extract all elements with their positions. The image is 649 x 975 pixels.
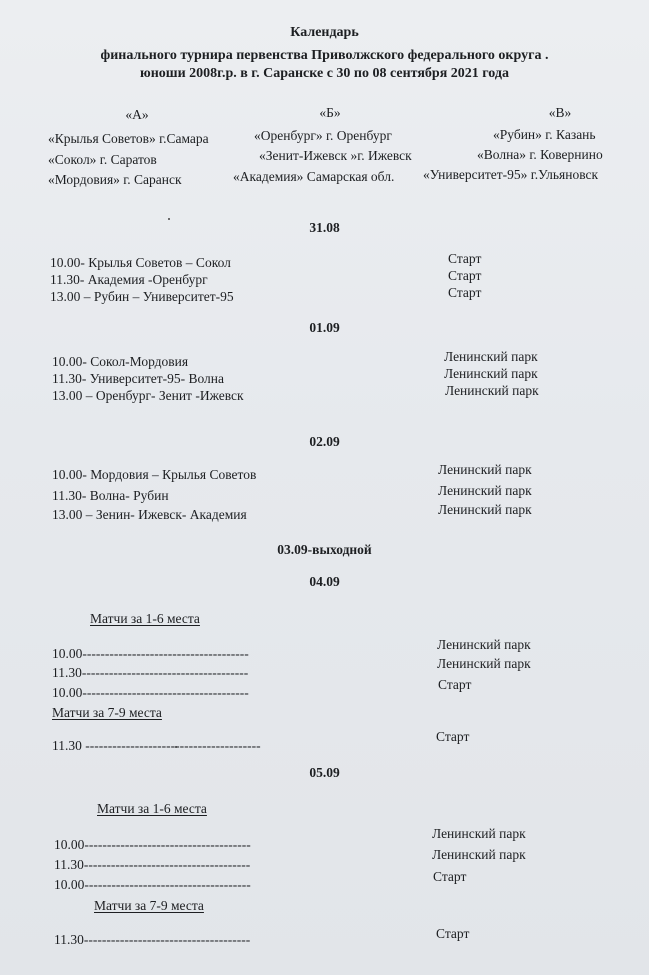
group-c-team-1: «Рубин» г. Казань [493,127,596,142]
match-venue: Старт [448,251,482,266]
match-venue: Ленинский парк [437,637,531,652]
group-a-team-2: «Сокол» г. Саратов [48,152,157,167]
match-line: 11.30------------------------------------- [54,932,251,947]
match-line: 10.00- Сокол-Мордовия [52,354,189,369]
group-a-team-1: «Крылья Советов» г.Самара [48,131,209,146]
match-line: 10.00------------------------------------- [54,837,251,852]
group-c-team-2: «Волна» г. Ковернино [477,147,603,162]
group-b-team-1: «Оренбург» г. Оренбург [254,128,392,143]
day-date: 04.09 [309,574,340,589]
group-c-title: «В» [548,105,572,120]
section-title: Матчи за 1-6 места [90,611,200,626]
match-venue: Старт [448,268,482,283]
match-line: 11.30 --------------------------------------- [52,738,261,753]
match-venue: Ленинский парк [438,462,532,477]
doc-subtitle-dates: юноши 2008г.р. в г. Саранске с 30 по 08 сентября 2021 года [140,66,509,81]
match-venue: Ленинский парк [432,847,526,862]
match-line: 10.00------------------------------------- [54,877,251,892]
section-title: Матчи за 7-9 места [94,898,204,913]
match-line: 11.30------------------------------------- [52,665,249,680]
match-line: 11.30- Академия -Оренбург [50,272,208,287]
day-date: 05.09 [309,765,340,780]
match-venue: Ленинский парк [438,502,532,517]
match-line: 11.30- Волна- Рубин [52,488,169,503]
match-line: 11.30- Университет-95- Волна [52,371,225,386]
group-a-team-3: «Мордовия» г. Саранск [48,172,182,187]
match-line: 13.00 – Оренбург- Зенит -Ижевск [52,388,244,403]
match-venue: Старт [433,869,467,884]
match-line: 10.00- Крылья Советов – Сокол [50,255,231,270]
group-c-team-3: «Университет-95» г.Ульяновск [423,167,599,182]
match-venue: Старт [436,926,470,941]
group-b-team-2: «Зенит-Ижевск »г. Ижевск [259,148,412,163]
day-date: 31.08 [309,220,340,235]
match-venue: Ленинский парк [444,349,538,364]
match-venue: Ленинский парк [437,656,531,671]
match-line: 10.00- Мордовия – Крылья Советов [52,467,257,482]
match-line: 13.00 – Рубин – Университет-95 [50,289,234,304]
match-venue: Ленинский парк [444,366,538,381]
section-title: Матчи за 1-6 места [97,801,207,816]
day-off: 03.09-выходной [277,542,372,557]
match-line: 10.00------------------------------------- [52,685,249,700]
day-date: 02.09 [309,434,340,449]
day-date: 01.09 [309,320,340,335]
group-b-team-3: «Академия» Самарская обл. [233,169,395,184]
match-venue: Старт [436,729,470,744]
match-venue: Ленинский парк [445,383,539,398]
doc-subtitle: финального турнира первенства Приволжского федерального округа . [100,48,549,63]
match-line: 10.00------------------------------------- [52,646,249,661]
group-a-title: «А» [125,107,149,122]
match-venue: Ленинский парк [432,826,526,841]
match-venue: Старт [448,285,482,300]
match-venue: Старт [438,677,472,692]
group-b-title: «Б» [319,105,341,120]
match-line: 11.30------------------------------------- [54,857,251,872]
match-line: 13.00 – Зенин- Ижевск- Академия [52,507,247,522]
match-venue: Ленинский парк [438,483,532,498]
section-title: Матчи за 7-9 места [52,705,162,720]
doc-title: Календарь [290,25,359,40]
